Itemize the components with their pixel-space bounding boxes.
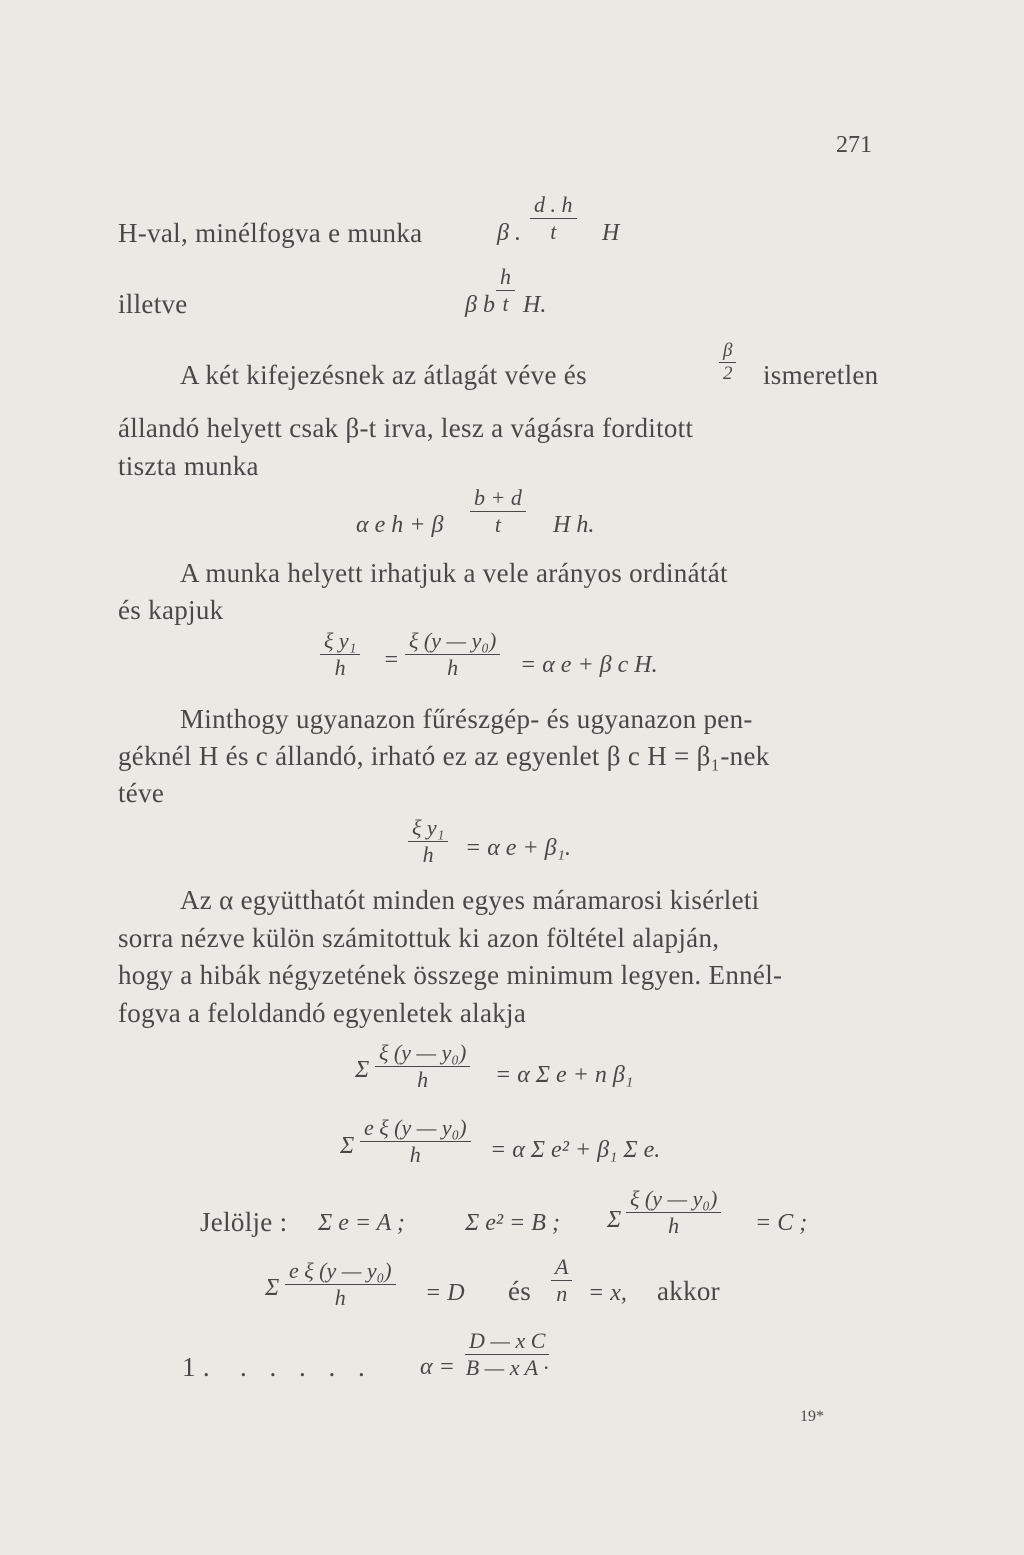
formula2-f1-num: ξ y₁ bbox=[320, 628, 360, 655]
eq-a-num: ξ (y — y₀) bbox=[375, 1040, 470, 1067]
jelolje-c-rhs: = C ; bbox=[755, 1210, 808, 1236]
def-x-fraction bbox=[551, 1254, 572, 1307]
eq-b-fraction bbox=[360, 1115, 471, 1168]
para4-line2: sorra nézve külön számitottuk ki azon föltétel alapján, bbox=[118, 923, 720, 953]
jelolje-c-sigma: Σ bbox=[607, 1207, 622, 1233]
final-dots: . . . . . bbox=[240, 1352, 373, 1382]
para3-line3: téve bbox=[118, 778, 165, 808]
line2-fraction-num: h bbox=[496, 264, 515, 291]
formula1-fraction bbox=[470, 485, 526, 538]
eq-b-num: e ξ (y — y₀) bbox=[360, 1115, 471, 1142]
formula2-fraction1 bbox=[320, 628, 360, 681]
jelolje-c-fraction bbox=[626, 1186, 721, 1239]
formula3-fraction bbox=[408, 815, 448, 868]
eq-b-rhs: = α Σ e² + β₁ Σ e. bbox=[490, 1137, 661, 1163]
eq-a-den: h bbox=[417, 1067, 429, 1092]
footer-signature-mark: 19* bbox=[800, 1408, 824, 1425]
para1-line2: állandó helyett csak β-t irva, lesz a vágásra forditott bbox=[118, 413, 694, 443]
para3-line2: géknél H és c állandó, irható ez az egyenlet β c H = β₁-nek bbox=[118, 741, 770, 771]
para2-line1: A munka helyett irhatjuk a vele arányos ordinátát bbox=[180, 558, 728, 588]
jelolje-c-num: ξ (y — y₀) bbox=[626, 1186, 721, 1213]
para1-line3: tiszta munka bbox=[118, 451, 259, 481]
line2-fraction bbox=[496, 264, 515, 317]
final-label: 1 . bbox=[182, 1352, 210, 1382]
beta-half-den: 2 bbox=[722, 363, 733, 384]
para4-line1: Az α együtthatót minden egyes máramarosi kisérleti bbox=[180, 885, 760, 915]
jelolje-a: Σ e = A ; bbox=[318, 1210, 405, 1236]
line1-formula-prefix: β . bbox=[497, 220, 521, 246]
line1-fraction-num: d . h bbox=[530, 192, 577, 219]
beta-half-num: β bbox=[719, 340, 736, 363]
line2-prefix: β b bbox=[465, 292, 495, 318]
para4-line4: fogva a feloldandó egyenletek alakja bbox=[118, 998, 527, 1028]
eq-b-sigma: Σ bbox=[340, 1133, 355, 1159]
formula1-den: t bbox=[494, 512, 501, 537]
para4-line3: hogy a hibák négyzetének összege minimum legyen. Ennél- bbox=[118, 960, 783, 990]
eq-b-den: h bbox=[409, 1142, 421, 1167]
def-d-word-es: és bbox=[508, 1276, 532, 1306]
def-d-den: h bbox=[334, 1285, 346, 1310]
para2-line2: és kapjuk bbox=[118, 595, 224, 625]
def-d-sigma: Σ bbox=[265, 1275, 280, 1301]
def-d-fraction bbox=[285, 1258, 396, 1311]
formula2-fraction2 bbox=[405, 628, 500, 681]
final-num: D — x C bbox=[465, 1328, 549, 1355]
jelolje-b: Σ e² = B ; bbox=[465, 1210, 560, 1236]
para3-line1: Minthogy ugyanazon fűrészgép- és ugyanazon pen- bbox=[180, 704, 753, 734]
def-akkor: akkor bbox=[657, 1276, 720, 1306]
def-x-den: n bbox=[556, 1281, 568, 1306]
formula2-f2-num: ξ (y — y₀) bbox=[405, 628, 500, 655]
formula2-f2-den: h bbox=[447, 655, 459, 680]
eq-a-sigma: Σ bbox=[355, 1057, 370, 1083]
eq-a-rhs: = α Σ e + n β₁ bbox=[495, 1062, 634, 1088]
para1-line1-end: ismeretlen bbox=[763, 360, 879, 390]
def-d-rhs: = D bbox=[425, 1280, 465, 1306]
beta-half-fraction bbox=[719, 340, 736, 385]
line2-text: illetve bbox=[118, 289, 188, 319]
line1-suffix: H bbox=[602, 220, 620, 246]
formula3-den: h bbox=[422, 842, 434, 867]
eq-a-fraction bbox=[375, 1040, 470, 1093]
jelolje-label: Jelölje : bbox=[200, 1207, 288, 1237]
formula2-eq: = bbox=[383, 647, 400, 673]
formula2-rhs: = α e + β c H. bbox=[520, 652, 658, 678]
final-fraction bbox=[465, 1328, 549, 1381]
def-x-rhs: = x, bbox=[588, 1280, 627, 1306]
page-number: 271 bbox=[836, 132, 872, 158]
final-den: B — x A · bbox=[465, 1355, 549, 1380]
formula1-suffix: H h. bbox=[553, 512, 595, 538]
line2-suffix: H. bbox=[523, 292, 547, 318]
line1-text: H-val, minélfogva e munka bbox=[118, 218, 423, 248]
def-d-num: e ξ (y — y₀) bbox=[285, 1258, 396, 1285]
formula1-prefix: α e h + β bbox=[356, 512, 444, 538]
def-x-num: A bbox=[551, 1254, 572, 1281]
line2-fraction-den: t bbox=[502, 291, 509, 316]
formula2-f1-den: h bbox=[334, 655, 346, 680]
formula3-rhs: = α e + β₁. bbox=[465, 835, 571, 861]
jelolje-c-den: h bbox=[668, 1213, 680, 1238]
formula1-num: b + d bbox=[470, 485, 526, 512]
final-alpha: α = bbox=[420, 1354, 455, 1380]
para1-line1-start: A két kifejezésnek az átlagát véve és bbox=[180, 360, 587, 390]
line1-fraction bbox=[530, 192, 577, 245]
line1-fraction-den: t bbox=[550, 219, 557, 244]
formula3-num: ξ y₁ bbox=[408, 815, 448, 842]
